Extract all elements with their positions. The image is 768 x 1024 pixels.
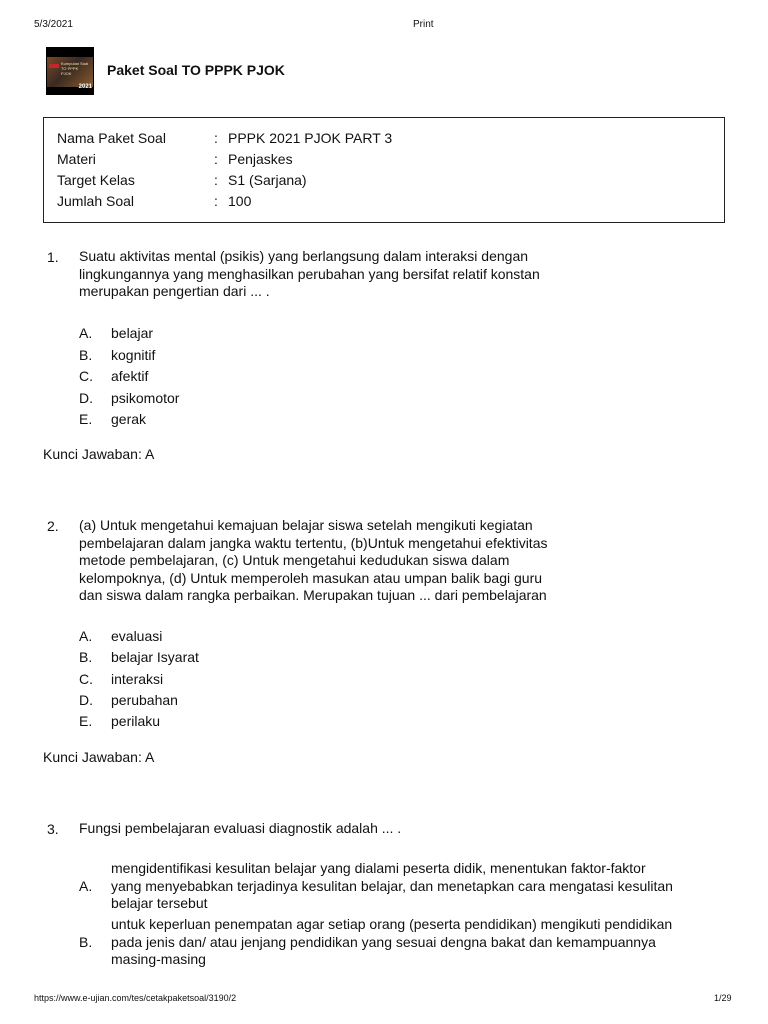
answer-option <box>79 628 719 648</box>
question-line: kelompoknya, (d) Untuk memperoleh masukan atau umpan balik bagi guru <box>79 569 543 586</box>
option-text: kognitif <box>111 347 156 363</box>
option-letter: A. <box>79 325 93 341</box>
info-label: Target Kelas <box>57 172 135 188</box>
answer-key: Kunci Jawaban: A <box>43 446 155 462</box>
option-line: belajar tersebut <box>111 895 208 911</box>
logo-text: Kumpulan Soal TO PPPK PJOK <box>61 61 89 76</box>
answer-option <box>79 671 719 691</box>
option-text: psikomotor <box>111 390 180 406</box>
option-text <box>111 860 731 913</box>
option-text: evaluasi <box>111 628 163 644</box>
question-line: merupakan pengertian dari ... . <box>79 283 270 299</box>
page-title: Paket Soal TO PPPK PJOK <box>107 62 285 78</box>
info-label: Nama Paket Soal <box>57 130 166 146</box>
question-number: 3. <box>47 821 59 837</box>
info-colon: : <box>214 193 218 209</box>
info-value: 100 <box>228 193 252 209</box>
option-letter: B. <box>79 934 93 950</box>
info-value: Penjaskes <box>228 151 293 167</box>
logo-image <box>47 57 93 87</box>
answer-option <box>79 860 729 914</box>
info-label: Materi <box>57 151 96 167</box>
option-line: pada jenis dan/ atau jenjang pendidikan yang sesuai dengna bakat dan kemampuannya <box>111 933 656 950</box>
footer-url: https://www.e-ujian.com/tes/cetakpaketsoal/3190/2 <box>34 993 237 1003</box>
info-value: S1 (Sarjana) <box>228 172 307 188</box>
print-label: Print <box>413 19 434 30</box>
info-label: Jumlah Soal <box>57 193 135 209</box>
logo-year: 2021 <box>78 84 92 90</box>
info-colon: : <box>214 172 218 188</box>
option-letter: C. <box>79 368 93 384</box>
question-line: Suatu aktivitas mental (psikis) yang berlangsung dalam interaksi dengan <box>79 248 529 264</box>
question-line: pembelajaran dalam jangka waktu tertentu, (b)Untuk mengetahui efektivitas <box>79 534 548 551</box>
question-line: metode pembelajaran, (c) Untuk mengetahui kedudukan siswa dalam <box>79 552 510 568</box>
answer-option <box>79 713 719 733</box>
answer-option <box>79 347 719 367</box>
answer-option <box>79 411 719 431</box>
option-letter: C. <box>79 671 93 687</box>
option-letter: D. <box>79 390 93 406</box>
option-text: belajar <box>111 325 154 341</box>
question-text <box>79 248 639 301</box>
info-colon: : <box>214 151 218 167</box>
option-letter: A. <box>79 878 93 894</box>
info-colon: : <box>214 130 218 146</box>
answer-key: Kunci Jawaban: A <box>43 749 155 765</box>
option-text: interaksi <box>111 671 164 687</box>
package-info-box <box>43 117 725 223</box>
option-line: masing-masing <box>111 951 206 967</box>
answer-option <box>79 692 719 712</box>
question-number: 2. <box>47 518 59 534</box>
option-line: yang menyebabkan terjadinya kesulitan belajar, dan menetapkan cara mengatasi kesulitan <box>111 877 673 894</box>
option-text: perilaku <box>111 713 161 729</box>
question-text <box>79 517 639 605</box>
option-text: afektif <box>111 368 149 384</box>
option-letter: B. <box>79 649 93 665</box>
answer-option <box>79 325 719 345</box>
option-letter: E. <box>79 713 93 729</box>
option-text: belajar Isyarat <box>111 649 199 665</box>
package-logo <box>46 47 94 95</box>
info-value: PPPK 2021 PJOK PART 3 <box>228 130 393 146</box>
question-line: lingkungannya yang menghasilkan perubahan yang bersifat relatif konstan <box>79 265 540 282</box>
question-text <box>79 820 639 838</box>
option-letter: E. <box>79 411 93 427</box>
option-text: gerak <box>111 411 147 427</box>
question-line: Fungsi pembelajaran evaluasi diagnostik adalah ... . <box>79 820 402 836</box>
question-line: (a) Untuk mengetahui kemajuan belajar siswa setelah mengikuti kegiatan <box>79 517 533 533</box>
question-line: dan siswa dalam rangka perbaikan. Merupakan tujuan ... dari pembelajaran <box>79 587 547 603</box>
print-date: 5/3/2021 <box>34 19 73 30</box>
option-line: mengidentifikasi kesulitan belajar yang dialami peserta didik, menentukan faktor-faktor <box>111 860 646 876</box>
answer-option <box>79 390 719 410</box>
answer-option <box>79 916 729 970</box>
option-letter: D. <box>79 692 93 708</box>
page-number: 1/29 <box>714 993 732 1003</box>
option-letter: B. <box>79 347 93 363</box>
answer-option <box>79 368 719 388</box>
option-text <box>111 916 731 969</box>
option-line: untuk keperluan penempatan agar setiap orang (peserta pendidikan) mengikuti pendidikan <box>111 916 673 932</box>
question-number: 1. <box>47 249 59 265</box>
answer-option <box>79 649 719 669</box>
option-text: perubahan <box>111 692 178 708</box>
logo-flag-mark <box>49 64 59 68</box>
option-letter: A. <box>79 628 93 644</box>
